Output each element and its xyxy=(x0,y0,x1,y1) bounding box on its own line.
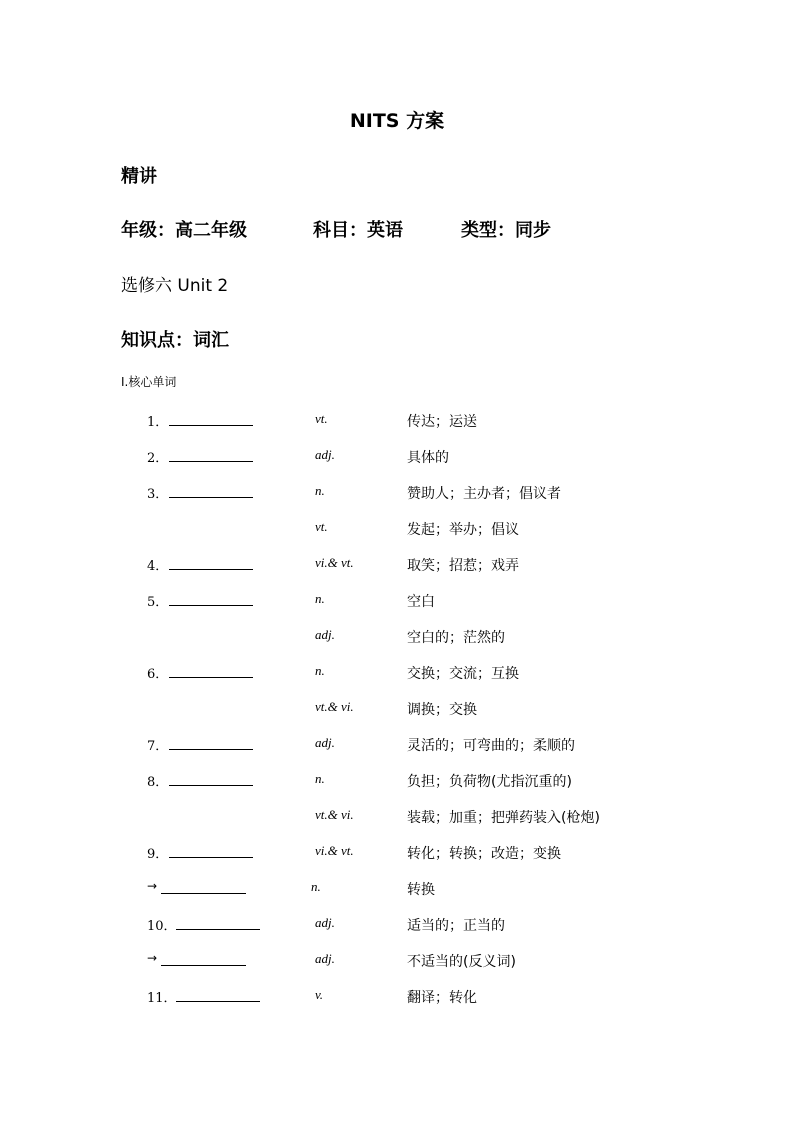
meaning: 转换 xyxy=(407,882,435,898)
vocab-row xyxy=(0,555,794,575)
vocab-row xyxy=(0,879,794,899)
vocab-row xyxy=(0,699,794,719)
part-of-speech: vi.& vt. xyxy=(315,555,354,570)
vocab-row xyxy=(0,627,794,647)
arrow-marker: → xyxy=(147,879,158,893)
meaning: 转化；转换；改造；变换 xyxy=(407,846,561,862)
part-of-speech: vi.& vt. xyxy=(315,843,354,858)
meaning: 不适当的(反义词) xyxy=(407,954,516,970)
item-number: 6． xyxy=(147,667,169,682)
item-number: 2． xyxy=(147,451,169,466)
part-of-speech: adj. xyxy=(315,915,335,930)
part-of-speech: n. xyxy=(315,591,325,606)
part-of-speech: adj. xyxy=(315,447,335,462)
meaning: 赞助人；主办者；倡议者 xyxy=(407,486,561,502)
part-of-speech: adj. xyxy=(315,735,335,750)
part-of-speech: vt.& vi. xyxy=(315,807,354,822)
answer-blank[interactable] xyxy=(169,857,253,858)
answer-blank[interactable] xyxy=(176,929,260,930)
part-of-speech: vt. xyxy=(315,519,328,534)
vocab-row xyxy=(0,411,794,431)
part-of-speech: n. xyxy=(315,483,325,498)
answer-blank[interactable] xyxy=(161,965,246,966)
item-number: 8． xyxy=(147,775,169,790)
answer-blank[interactable] xyxy=(169,497,253,498)
answer-blank[interactable] xyxy=(169,605,253,606)
meaning: 调换；交换 xyxy=(407,702,477,718)
meaning: 具体的 xyxy=(407,450,449,466)
meaning: 发起；举办；倡议 xyxy=(407,522,519,538)
vocab-row xyxy=(0,771,794,791)
vocab-row xyxy=(0,591,794,611)
part-of-speech: adj. xyxy=(315,951,335,966)
section-label: Ⅰ.核心单词 xyxy=(121,375,177,389)
item-number: 5． xyxy=(147,595,169,610)
vocab-row xyxy=(0,447,794,467)
part-of-speech: vt. xyxy=(315,411,328,426)
vocab-row xyxy=(0,519,794,539)
item-number: 10． xyxy=(147,919,177,934)
part-of-speech: adj. xyxy=(315,627,335,642)
meta-line xyxy=(121,216,551,242)
answer-blank[interactable] xyxy=(169,785,253,786)
grade-label: 年级：高二年级 xyxy=(121,220,247,241)
vocab-row xyxy=(0,987,794,1007)
subject-label: 科目：英语 xyxy=(313,220,403,241)
vocab-row xyxy=(0,915,794,935)
item-number: 3． xyxy=(147,487,169,502)
type-label: 类型：同步 xyxy=(461,220,551,241)
item-number: 4． xyxy=(147,559,169,574)
meaning: 适当的；正当的 xyxy=(407,918,505,934)
part-of-speech: vt.& vi. xyxy=(315,699,354,714)
item-number: 7． xyxy=(147,739,169,754)
part-of-speech: v. xyxy=(315,987,324,1002)
meaning: 交换；交流；互换 xyxy=(407,666,519,682)
vocab-row xyxy=(0,951,794,971)
item-number: 1． xyxy=(147,415,169,430)
section-heading: 精讲 xyxy=(121,166,157,187)
meaning: 空白 xyxy=(407,594,435,610)
item-number: 11． xyxy=(147,991,177,1006)
item-number: 9． xyxy=(147,847,169,862)
part-of-speech: n. xyxy=(315,663,325,678)
vocab-row xyxy=(0,663,794,683)
meaning: 传达；运送 xyxy=(407,414,477,430)
meaning: 翻译；转化 xyxy=(407,990,477,1006)
meaning: 取笑；招惹；戏弄 xyxy=(407,558,519,574)
vocab-row xyxy=(0,843,794,863)
meaning: 负担；负荷物(尤指沉重的) xyxy=(407,774,572,790)
vocab-row xyxy=(0,483,794,503)
part-of-speech: n. xyxy=(311,879,321,894)
answer-blank[interactable] xyxy=(169,749,253,750)
answer-blank[interactable] xyxy=(169,677,253,678)
answer-blank[interactable] xyxy=(161,893,246,894)
answer-blank[interactable] xyxy=(169,569,253,570)
answer-blank[interactable] xyxy=(169,461,253,462)
meaning: 灵活的；可弯曲的；柔顺的 xyxy=(407,738,575,754)
vocab-row xyxy=(0,735,794,755)
answer-blank[interactable] xyxy=(169,425,253,426)
page-title: NITS 方案 xyxy=(349,110,445,132)
arrow-marker: → xyxy=(147,951,158,965)
part-of-speech: n. xyxy=(315,771,325,786)
vocab-row xyxy=(0,807,794,827)
unit-label: 选修六 Unit 2 xyxy=(121,276,229,296)
meaning: 空白的；茫然的 xyxy=(407,630,505,646)
topic-label: 知识点：词汇 xyxy=(121,330,229,351)
meaning: 装载；加重；把弹药装入(枪炮) xyxy=(407,810,600,826)
answer-blank[interactable] xyxy=(176,1001,260,1002)
